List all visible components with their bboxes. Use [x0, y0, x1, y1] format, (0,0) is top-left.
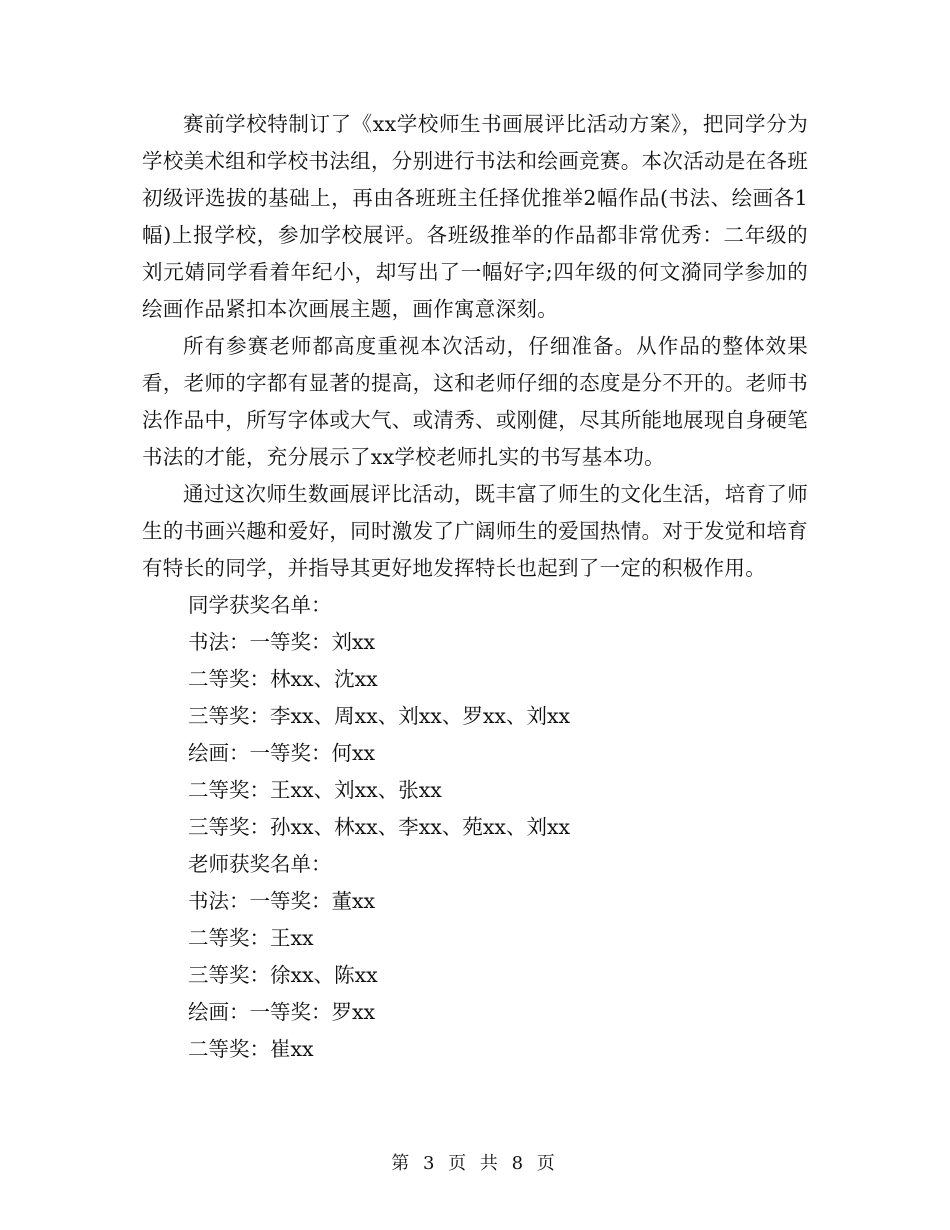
award-line: 二等奖：王xx	[188, 926, 314, 950]
award-line: 二等奖：林xx、沈xx	[188, 667, 378, 691]
paragraph-activity-significance: 通过这次师生数画展评比活动，既丰富了师生的文化生活，培育了师生的书画兴趣和爱好，同时激发了广阔师生的爱国热情。对于发觉和培育有特长的同学，并指导其更好地发挥特长也起到了一定的积极作用。	[142, 482, 808, 580]
award-line: 三等奖：徐xx、陈xx	[188, 963, 378, 987]
award-line: 书法：一等奖：董xx	[188, 889, 376, 913]
award-line: 二等奖：王xx、刘xx、张xx	[188, 778, 442, 802]
page-number-footer: 第 3 页 共 8 页	[391, 1153, 559, 1174]
award-heading-students: 同学获奖名单：	[188, 593, 332, 617]
award-line: 书法：一等奖：刘xx	[188, 630, 376, 654]
award-line: 二等奖：崔xx	[188, 1037, 314, 1061]
award-line: 三等奖：李xx、周xx、刘xx、罗xx、刘xx	[188, 704, 571, 728]
award-line: 绘画：一等奖：何xx	[188, 741, 376, 765]
document-body	[142, 106, 808, 1068]
award-heading-teachers: 老师获奖名单：	[188, 852, 332, 876]
award-line: 三等奖：孙xx、林xx、李xx、苑xx、刘xx	[188, 815, 571, 839]
paragraph-teacher-participation: 所有参赛老师都高度重视本次活动，仔细准备。从作品的整体效果看，老师的字都有显著的提高，这和老师仔细的态度是分不开的。老师书法作品中，所写字体或大气、或清秀、或刚健，尽其所能地展现自身硬笔书法的才能，充分展示了xx学校老师扎实的书写基本功。	[142, 334, 808, 469]
award-line: 绘画：一等奖：罗xx	[188, 1000, 376, 1024]
award-list	[142, 587, 808, 1068]
paragraph-competition-plan: 赛前学校特制订了《xx学校师生书画展评比活动方案》，把同学分为学校美术组和学校书法组，分别进行书法和绘画竞赛。本次活动是在各班初级评选拔的基础上，再由各班班主任择优推举2幅作品(书法、绘画各1幅)上报学校，参加学校展评。各班级推举的作品都非常优秀：二年级的刘元婧同学看着年纪小，却写出了一幅好字;四年级的何文漪同学参加的绘画作品紧扣本次画展主题，画作寓意深刻。	[142, 112, 808, 321]
